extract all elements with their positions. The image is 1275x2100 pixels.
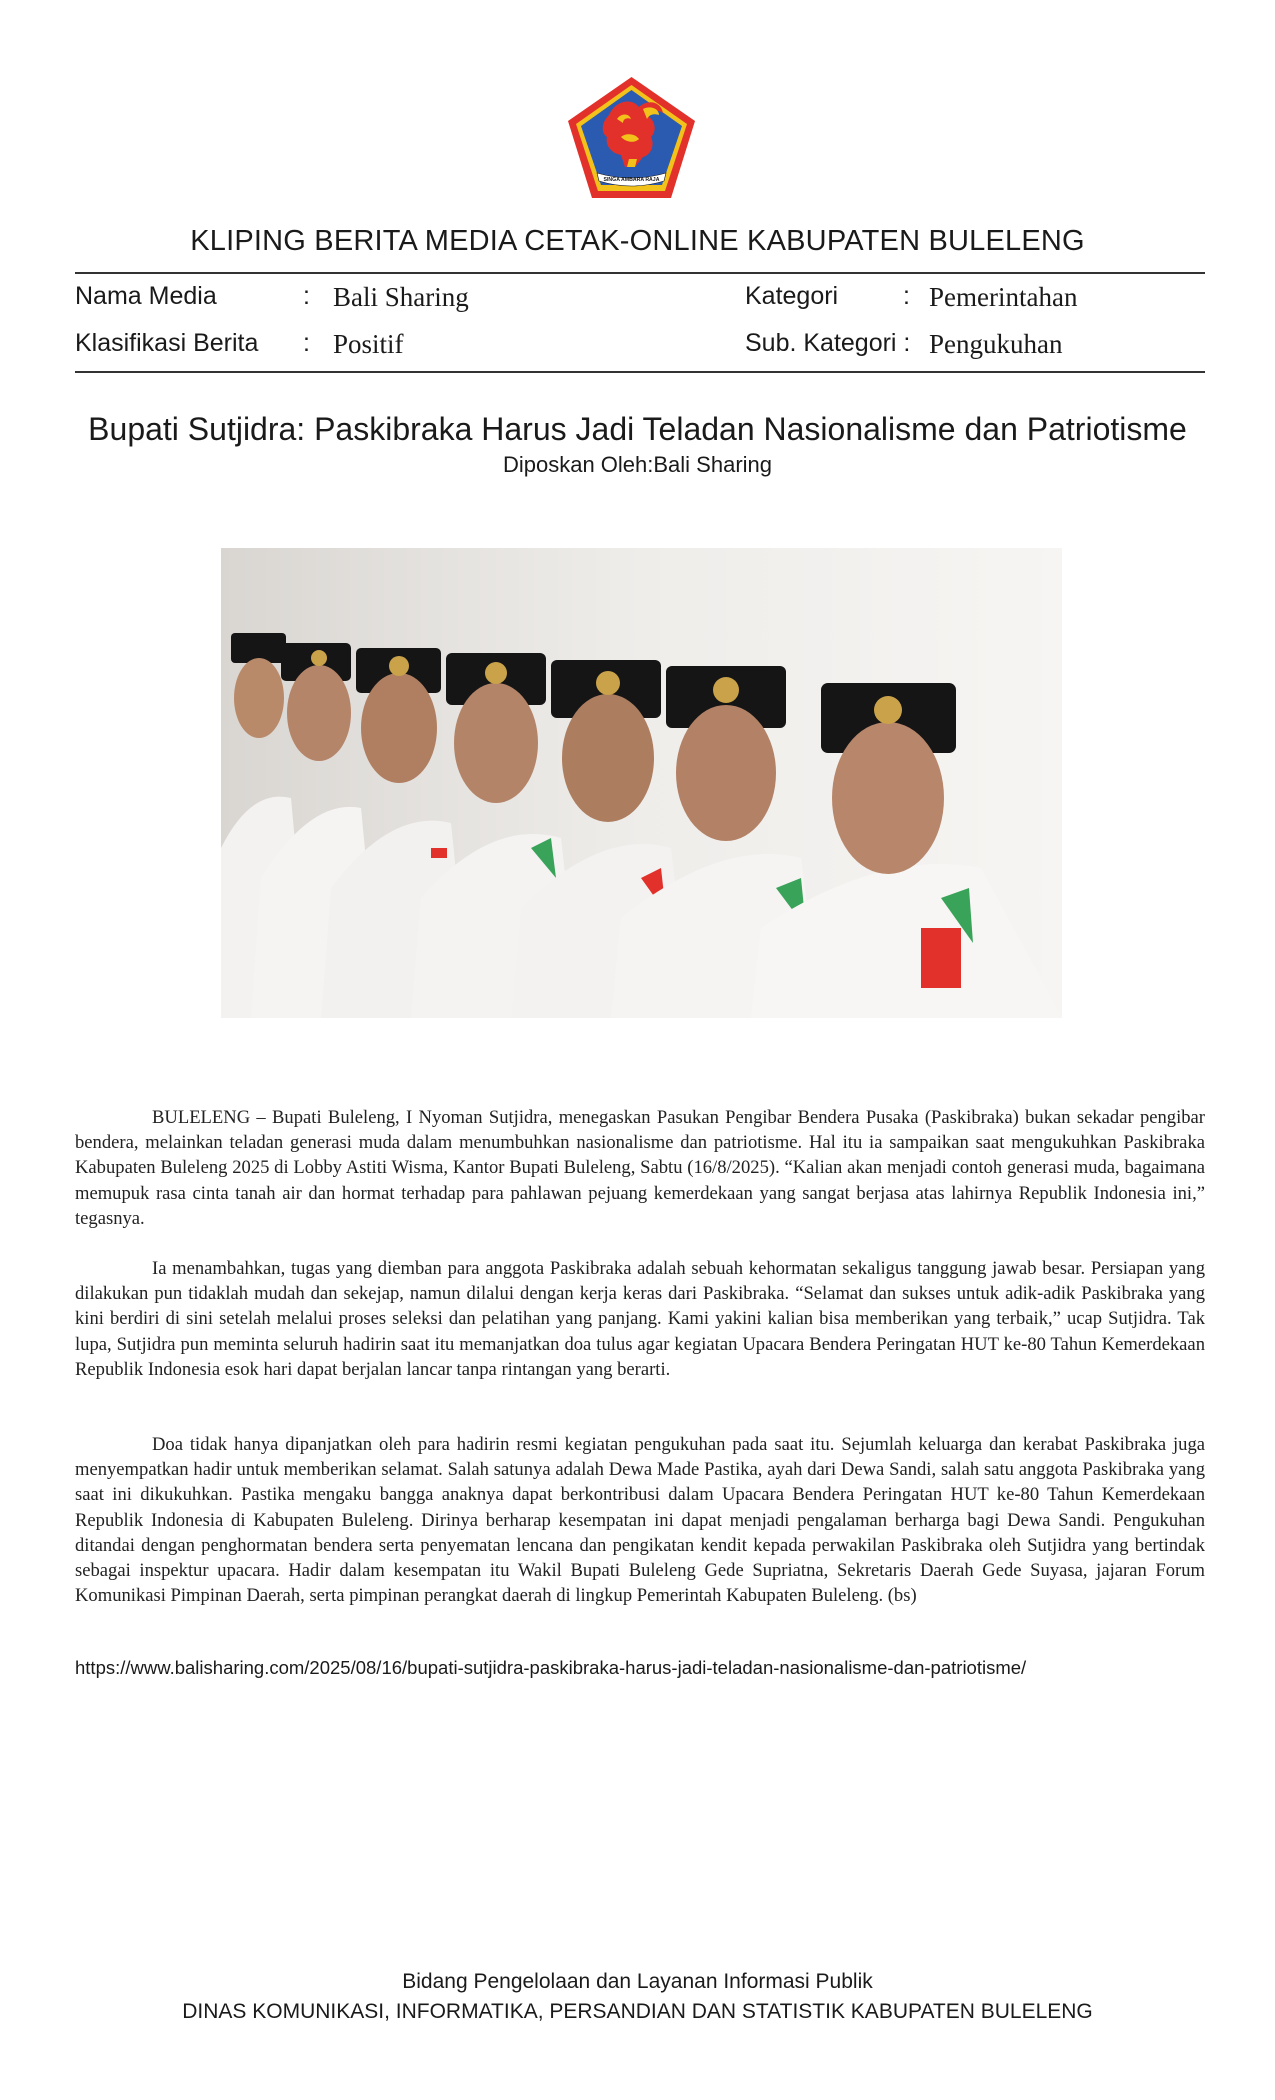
source-link[interactable]: https://www.balisharing.com/2025/08/16/bupati-sutjidra-paskibraka-harus-jadi-teladan-nasionalisme-dan-patriotisme/ (75, 1657, 1027, 1678)
kabupaten-buleleng-logo (565, 75, 698, 200)
footer-agency: DINAS KOMUNIKASI, INFORMATIKA, PERSANDIAN DAN STATISTIK KABUPATEN BULELENG (182, 2000, 1093, 2023)
paragraph-text: Doa tidak hanya dipanjatkan oleh para hadirin resmi kegiatan pengukuhan pada saat itu. Sejumlah keluarga dan kerabat Paskibraka juga menyempatkan hadir untuk memberikan selamat. Salah satunya adalah Dewa Made Pastika, ayah dari Dewa Sandi, salah satu anggota Paskibraka yang saat ini dikukuhkan. Pastika mengaku bangga anaknya dapat berkontribusi dalam Upacara Bendera Peringatan HUT ke-80 Tahun Kemerdekaan Republik Indonesia di Kabupaten Buleleng. Dirinya berharap kesempatan ini dapat menjadi pengalaman berharga bagi Dewa Sandi. Pengukuhan ditandai dengan penghormatan bendera serta penyematan lencana dan pengikatan kendit kepada perwakilan Paskibraka oleh Sutjidra yang bertindak sebagai inspektur upacara. Hadir dalam kesempatan itu Wakil Bupati Buleleng Gede Supriatna, Sekretaris Daerah Gede Suyasa, jajaran Forum Komunikasi Pimpinan Daerah, serta pimpinan perangkat daerah di lingkup Pemerintah Kabupaten Buleleng. (bs) (75, 1434, 1205, 1607)
klasifikasi-label: Klasifikasi Berita (75, 329, 259, 357)
subkategori-value: Pengukuhan (929, 329, 1063, 359)
paragraph-text: BULELENG – Bupati Buleleng, I Nyoman Sutjidra, menegaskan Pasukan Pengibar Bendera Pusaka (Paskibraka) bukan sekadar pengibar bendera, melainkan teladan generasi muda dalam menumbuhkan nasionalisme dan patriotisme. Hal itu ia sampaikan saat mengukuhkan Paskibraka Kabupaten Buleleng 2025 di Lobby Astiti Wisma, Kantor Bupati Buleleng, Sabtu (16/8/2025). “Kalian akan menjadi contoh generasi muda, bagaimana memupuk rasa cinta tanah air dan hormat terhadap para pahlawan pejuang kemerdekaan yang sangat berjasa atas lahirnya Republik Indonesia ini,” tegasnya. (75, 1107, 1205, 1229)
subkategori-label: Sub. Kategori : (745, 329, 911, 357)
klasifikasi-colon: : (303, 329, 310, 357)
logo-motto: SINGA AMBARA RAJA (603, 177, 660, 183)
media-colon: : (303, 282, 310, 310)
klasifikasi-value: Positif (333, 329, 404, 359)
article-paragraph-2 (75, 1256, 1205, 1382)
article-headline: Bupati Sutjidra: Paskibraka Harus Jadi Teladan Nasionalisme dan Patriotisme (88, 411, 1187, 447)
header-divider-bottom (75, 371, 1205, 373)
article-byline: Diposkan Oleh:Bali Sharing (502, 452, 773, 477)
media-value: Bali Sharing (333, 282, 469, 312)
footer-department: Bidang Pengelolaan dan Layanan Informasi Publik (402, 1970, 873, 1993)
paskibraka-photo (221, 548, 1062, 1018)
header-divider-top (75, 272, 1205, 274)
kategori-value: Pemerintahan (929, 282, 1078, 312)
article-paragraph-3 (75, 1432, 1205, 1608)
kategori-colon: : (903, 282, 910, 310)
paragraph-text: Ia menambahkan, tugas yang diemban para anggota Paskibraka adalah sebuah kehormatan sekaligus tanggung jawab besar. Persiapan yang dilakukan pun tidaklah mudah dan sekejap, namun dilalui dengan kerja keras dari Paskibraka. “Selamat dan sukses untuk adik-adik Paskibraka yang kini berdiri di sini setelah melalui proses seleksi dan pelatihan yang panjang. Kami yakini kalian bisa memberikan yang terbaik,” ucap Sutjidra. Tak lupa, Sutjidra pun meminta seluruh hadirin saat itu memanjatkan doa tulus agar kegiatan Upacara Bendera Peringatan HUT ke-80 Tahun Kemerdekaan Republik Indonesia esok hari dapat berjalan lancar tanpa rintangan yang berarti. (75, 1258, 1205, 1380)
clipping-title: KLIPING BERITA MEDIA CETAK-ONLINE KABUPATEN BULELENG (190, 225, 1085, 257)
article-paragraph-1 (75, 1105, 1205, 1231)
kategori-label: Kategori (745, 282, 839, 310)
media-label: Nama Media (75, 282, 217, 310)
